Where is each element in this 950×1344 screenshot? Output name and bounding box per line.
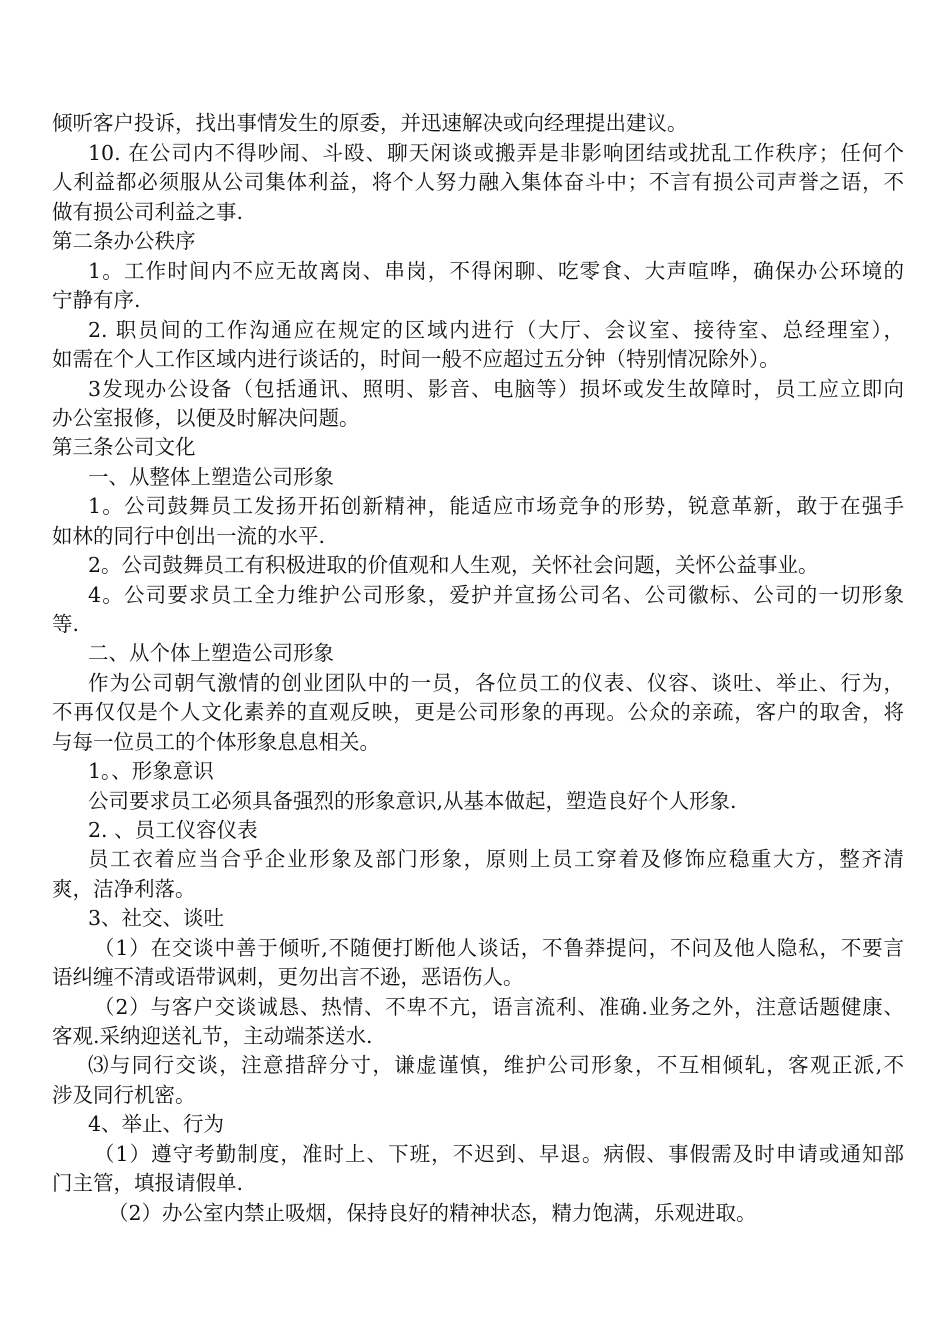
item-heading: 4、举止、行为	[88, 1112, 225, 1136]
section-heading: 第二条办公秩序	[52, 229, 196, 253]
item-heading: 2. 、员工仪容仪表	[88, 818, 258, 842]
text-line: 办公室报修，以便及时解决问题。	[52, 406, 360, 430]
text-line: （1）在交谈中善于倾听,不随便打断他人谈话，不鲁莽提问，不问及他人隐私，不要言	[94, 936, 904, 960]
text-line: 1。工作时间内不应无故离岗、串岗，不得闲聊、吃零食、大声喧哗，确保办公环境的	[88, 259, 904, 283]
text-line: 如需在个人工作区域内进行谈话的，时间一般不应超过五分钟（特别情况除外）。	[52, 347, 780, 371]
text-line: 人利益都必须服从公司集体利益，将个人努力融入集体奋斗中；不言有损公司声誉之语，不	[52, 170, 904, 194]
text-line: 爽，洁净利落。	[52, 877, 196, 901]
text-line: 等.	[52, 612, 80, 636]
text-line: （2）办公室内禁止吸烟，保持良好的精神状态，精力饱满，乐观进取。	[108, 1201, 757, 1225]
text-line: 2。公司鼓舞员工有积极进取的价值观和人生观，关怀社会问题，关怀公益事业。	[88, 553, 819, 577]
text-line: 与每一位员工的个体形象息息相关。	[52, 730, 380, 754]
section-heading: 第三条公司文化	[52, 435, 196, 459]
text-line: 4。公司要求员工全力维护公司形象，爱护并宣扬公司名、公司徽标、公司的一切形象	[88, 583, 904, 607]
item-heading: 1。、形象意识	[88, 759, 214, 783]
item-heading: 3、社交、谈吐	[88, 906, 225, 930]
text-line: 宁静有序.	[52, 288, 141, 312]
text-line: 2. 职员间的工作沟通应在规定的区域内进行（大厅、会议室、接待室、总经理室），	[88, 318, 904, 342]
text-line: ⑶与同行交谈，注意措辞分寸，谦虚谨慎，维护公司形象，不互相倾轧，客观正派,不	[88, 1053, 904, 1077]
text-line: 倾听客户投诉，找出事情发生的原委，并迅速解决或向经理提出建议。	[52, 111, 688, 135]
text-line: 员工衣着应当合乎企业形象及部门形象，原则上员工穿着及修饰应稳重大方，整齐清	[88, 847, 904, 871]
text-line: 不再仅仅是个人文化素养的直观反映，更是公司形象的再现。公众的亲疏，客户的取舍，将	[52, 700, 904, 724]
text-line: 如林的同行中创出一流的水平.	[52, 524, 326, 548]
text-line: （2）与客户交谈诚恳、热情、不卑不亢，语言流利、准确.业务之外，注意话题健康、	[94, 995, 904, 1019]
text-line: 做有损公司利益之事.	[52, 200, 244, 224]
text-line: 公司要求员工必须具备强烈的形象意识,从基本做起，塑造良好个人形象.	[88, 789, 737, 813]
text-line: 涉及同行机密。	[52, 1083, 196, 1107]
text-line: 1。公司鼓舞员工发扬开拓创新精神，能适应市场竞争的形势，锐意革新，敢于在强手	[88, 494, 904, 518]
subsection-heading: 二、从个体上塑造公司形象	[88, 641, 334, 665]
text-line: （1）遵守考勤制度，准时上、下班，不迟到、早退。病假、事假需及时申请或通知部	[94, 1142, 904, 1166]
text-line: 客观.采纳迎送礼节，主动端茶送水.	[52, 1024, 373, 1048]
text-line: 10. 在公司内不得吵闹、斗殴、聊天闲谈或搬弄是非影响团结或扰乱工作秩序；任何个	[88, 141, 904, 165]
text-line: 3发现办公设备（包括通讯、照明、影音、电脑等）损坏或发生故障时，员工应立即向	[88, 377, 904, 401]
text-line: 作为公司朝气激情的创业团队中的一员，各位员工的仪表、仪容、谈吐、举止、行为，	[88, 671, 904, 695]
text-line: 语纠缠不清或语带讽刺，更勿出言不逊，恶语伤人。	[52, 965, 524, 989]
subsection-heading: 一、从整体上塑造公司形象	[88, 465, 334, 489]
text-line: 门主管，填报请假单.	[52, 1171, 244, 1195]
